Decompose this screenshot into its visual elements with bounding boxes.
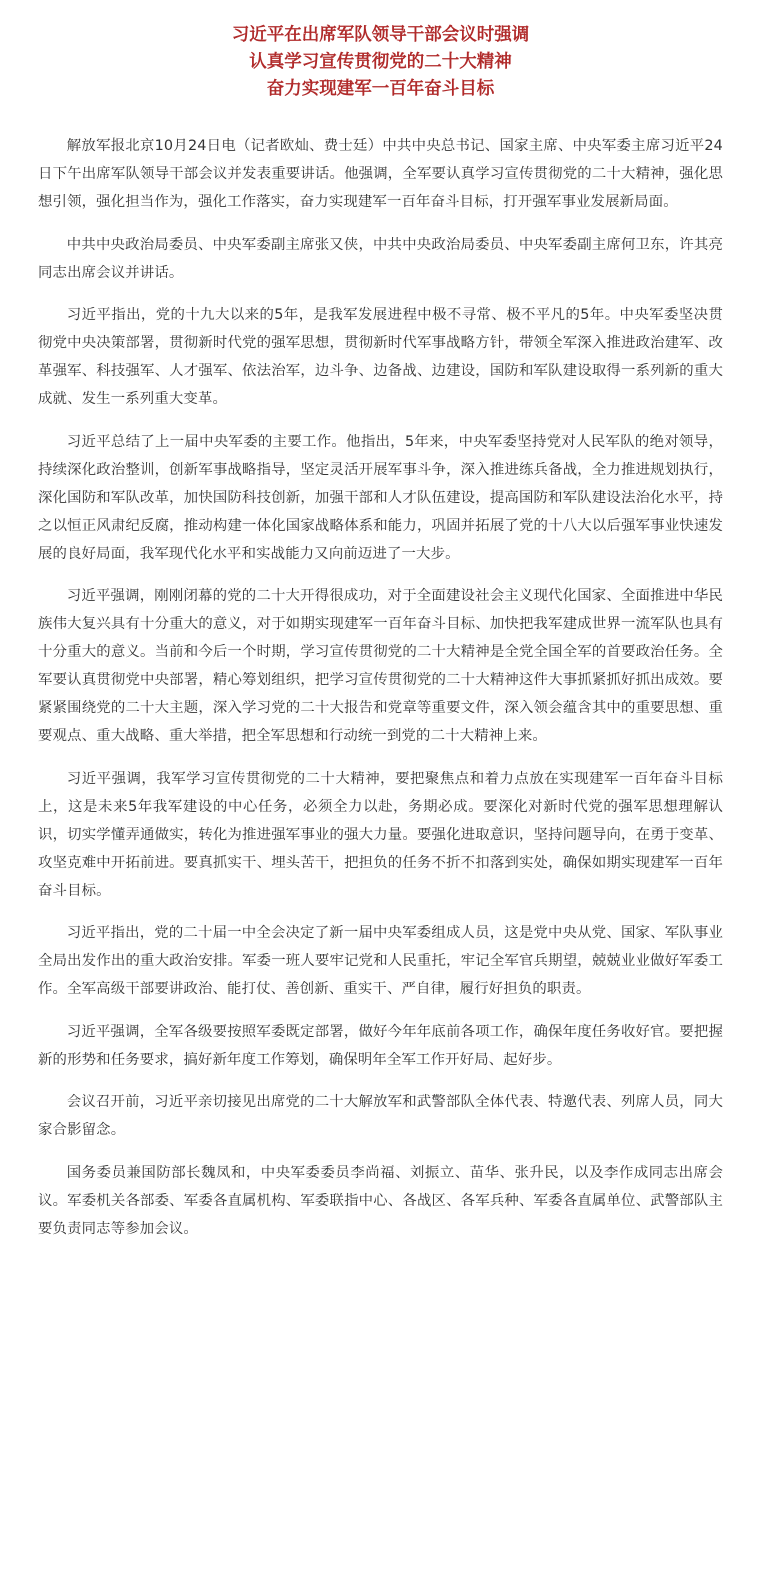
paragraph: 中共中央政治局委员、中央军委副主席张又侠，中共中央政治局委员、中央军委副主席何卫东，许其亮同志出席会议并讲话。 <box>38 236 723 281</box>
title-line: 认真学习宣传贯彻党的二十大精神 <box>249 52 512 72</box>
title-line: 习近平在出席军队领导干部会议时强调 <box>231 25 530 45</box>
paragraph: 习近平强调，全军各级要按照军委既定部署，做好今年年底前各项工作，确保年度任务收好官。要把握新的形势和任务要求，搞好新年度工作筹划，确保明年全军工作开好局、起好步。 <box>38 1023 723 1068</box>
paragraph: 习近平总结了上一届中央军委的主要工作。他指出，5年来，中央军委坚持党对人民军队的绝对领导，持续深化政治整训，创新军事战略指导，坚定灵活开展军事斗争，深入推进练兵备战，全力推进规划执行，深化国防和军队改革，加快国防科技创新，加强干部和人才队伍建设，提高国防和军队建设法治化水平，持之以恒正风肃纪反腐，推动构建一体化国家战略体系和能力，巩固并拓展了党的十八大以后强军事业快速发展的良好局面，我军现代化水平和实战能力又向前迈进了一大步。 <box>38 433 723 562</box>
paragraph: 国务委员兼国防部长魏凤和，中央军委委员李尚福、刘振立、苗华、张升民，以及李作成同志出席会议。军委机关各部委、军委各直属机构、军委联指中心、各战区、各军兵种、军委各直属单位、武警部队主要负责同志等参加会议。 <box>38 1164 723 1237</box>
paragraph: 习近平强调，我军学习宣传贯彻党的二十大精神，要把聚焦点和着力点放在实现建军一百年奋斗目标上，这是未来5年我军建设的中心任务，必须全力以赴，务期必成。要深化对新时代党的强军思想理解认识，切实学懂弄通做实，转化为推进强军事业的强大力量。要强化进取意识，坚持问题导向，在勇于变革、攻坚克难中开拓前进。要真抓实干、埋头苦干，把担负的任务不折不扣落到实处，确保如期实现建军一百年奋斗目标。 <box>38 770 723 899</box>
article-body <box>38 132 723 1243</box>
paragraph: 习近平强调，刚刚闭幕的党的二十大开得很成功，对于全面建设社会主义现代化国家、全面推进中华民族伟大复兴具有十分重大的意义，对于如期实现建军一百年奋斗目标、加快把我军建成世界一流军队也具有十分重大的意义。当前和今后一个时期，学习宣传贯彻党的二十大精神是全党全国全军的首要政治任务。全军要认真贯彻党中央部署，精心筹划组织，把学习宣传贯彻党的二十大精神这件大事抓紧抓好抓出成效。要紧紧围绕党的二十大主题，深入学习党的二十大报告和党章等重要文件，深入领会蕴含其中的重要思想、重要观点、重大战略、重大举措，把全军思想和行动统一到党的二十大精神上来。 <box>38 588 723 744</box>
article-title <box>38 22 723 103</box>
paragraph: 习近平指出，党的二十届一中全会决定了新一届中央军委组成人员，这是党中央从党、国家、军队事业全局出发作出的重大政治安排。军委一班人要牢记党和人民重托，牢记全军官兵期望，兢兢业业做好军委工作。全军高级干部要讲政治、能打仗、善创新、重实干、严自律，履行好担负的职责。 <box>38 925 723 997</box>
title-line: 奋力实现建军一百年奋斗目标 <box>266 79 495 99</box>
paragraph: 习近平指出，党的十九大以来的5年，是我军发展进程中极不寻常、极不平凡的5年。中央军委坚决贯彻党中央决策部署，贯彻新时代党的强军思想，贯彻新时代军事战略方针，带领全军深入推进政治建军、改革强军、科技强军、人才强军、依法治军，边斗争、边备战、边建设，国防和军队建设取得一系列新的重大成就、发生一系列重大变革。 <box>38 307 723 407</box>
paragraph: 会议召开前，习近平亲切接见出席党的二十大解放军和武警部队全体代表、特邀代表、列席人员，同大家合影留念。 <box>38 1094 723 1138</box>
paragraph-dateline: 解放军报北京10月24日电（记者欧灿、费士廷）中共中央总书记、国家主席、中央军委主席习近平24日下午出席军队领导干部会议并发表重要讲话。他强调，全军要认真学习宣传贯彻党的二十大精神，强化思想引领，强化担当作为，强化工作落实，奋力实现建军一百年奋斗目标，打开强军事业发展新局面。 <box>38 138 723 210</box>
